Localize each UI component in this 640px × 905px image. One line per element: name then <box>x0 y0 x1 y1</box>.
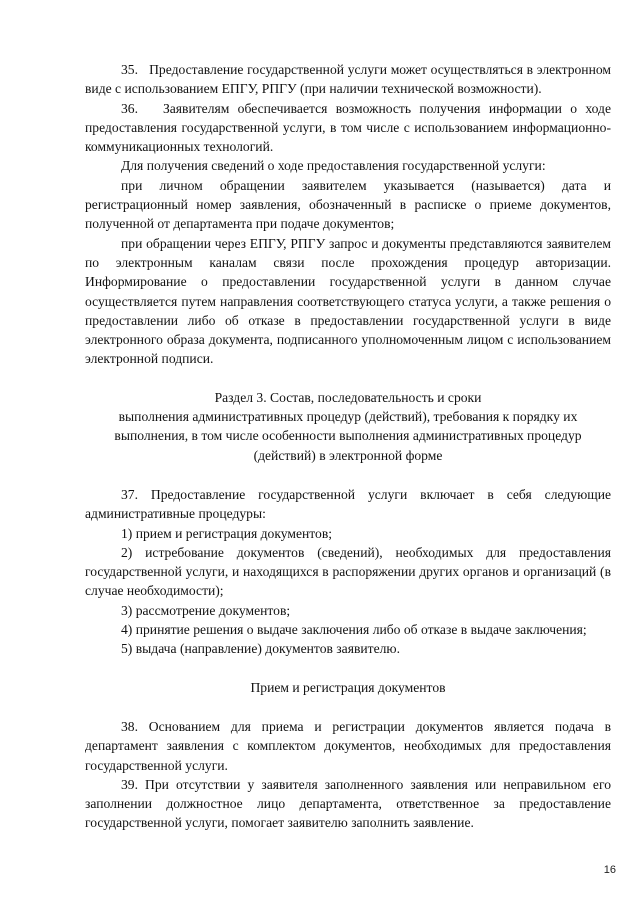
paragraph-status-intro: Для получения сведений о ходе предоставления государственной услуги: <box>121 158 546 174</box>
paragraph-38: 38. Основанием для приема и регистрации документов является подача в департамент заявления с комплектом документов, необходимых для предоставления государственной услуги. <box>85 718 611 773</box>
list-item-3: 3) рассмотрение документов; <box>121 602 291 618</box>
section-heading-title: Раздел 3. Состав, последовательность и сроки <box>214 389 482 405</box>
paragraph-personal-request: при личном обращении заявителем указывается (называется) дата и регистрационный номер заявления, обозначенный в расписке о приеме документов, полученной от департамента при подаче документов; <box>85 177 611 232</box>
list-item-4: 4) принятие решения о выдаче заключения либо об отказе в выдаче заключения; <box>121 622 587 638</box>
paragraph-epgu-request: при обращении через ЕПГУ, РПГУ запрос и документы представляются заявителем по электронным каналам связи после прохождения процедур авторизации. Информирование о предоставлении государственной услуги в данном случае осуществляется путем направления соответствующего статуса услуги, а также решения о предоставлении либо об отказе в предоставлении государственной услуги в виде электронного образа документа, подписанного уполномоченным лицом с использованием электронной подписи. <box>85 235 611 367</box>
section-heading-subtitle: выполнения административных процедур (действий), требования к порядку их выполнения, в том числе особенности выполнения административных процедур (действий) в электронной форме <box>114 409 582 463</box>
subheading: Прием и регистрация документов <box>250 679 446 695</box>
list-item-5: 5) выдача (направление) документов заявителю. <box>121 641 400 657</box>
paragraph-36: 36. Заявителям обеспечивается возможность получения информации о ходе предоставления государственной услуги, в том числе с использованием информационно-коммуникационных технологий. <box>85 100 611 155</box>
list-item-1: 1) прием и регистрация документов; <box>121 525 333 541</box>
paragraph-39: 39. При отсутствии у заявителя заполненного заявления или неправильном его заполнении должностное лицо департамента, ответственное за предоставление государственной услуги, помогает заявителю заполнить заявление. <box>85 776 611 831</box>
page-number: 16 <box>603 864 616 876</box>
document-page <box>85 60 611 833</box>
paragraph-35: 35. Предоставление государственной услуги может осуществляться в электронном виде с использованием ЕПГУ, РПГУ (при наличии технической возможности). <box>85 62 611 97</box>
paragraph-37: 37. Предоставление государственной услуги включает в себя следующие административные процедуры: <box>85 486 611 522</box>
list-item-2: 2) истребование документов (сведений), необходимых для предоставления государственной услуги, и находящихся в распоряжении других органов и организаций (в случае необходимости); <box>85 544 611 599</box>
